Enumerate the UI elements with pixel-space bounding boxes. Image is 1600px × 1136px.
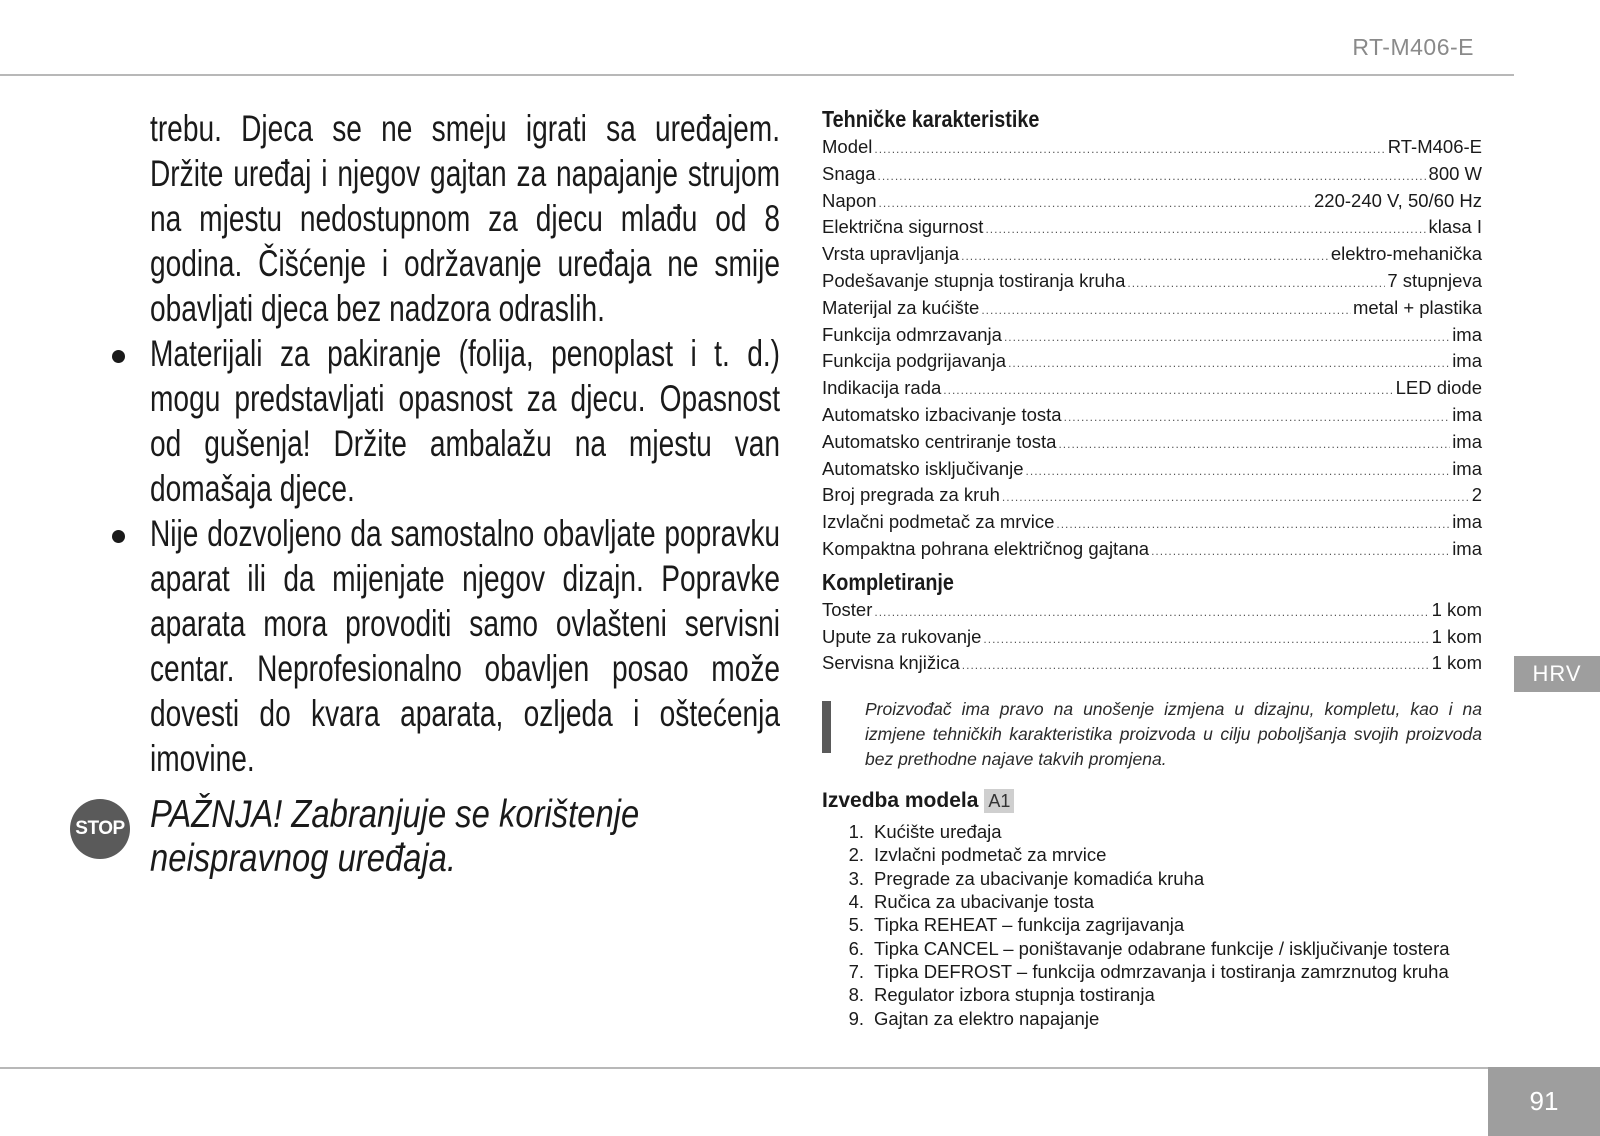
spec-row: [822, 243, 1482, 270]
spec-label: Automatsko izbacivanje tosta: [822, 403, 1062, 425]
spec-value: ima: [1452, 323, 1482, 345]
dot-leader: [1127, 276, 1385, 290]
bullet-dot-icon: [112, 530, 125, 543]
spec-label: Automatsko centriranje tosta: [822, 430, 1057, 452]
spec-value: RT-M406-E: [1387, 136, 1482, 157]
dot-leader: [874, 142, 1385, 156]
spec-row: [822, 216, 1482, 243]
spec-row: [822, 163, 1482, 190]
model-parts-heading: [822, 786, 1482, 816]
model-parts-list: [822, 820, 1482, 1030]
spec-row: [822, 431, 1482, 458]
dot-leader: [962, 658, 1430, 672]
list-item: [822, 843, 1482, 866]
spec-row: [822, 350, 1482, 377]
intro-paragraph: trebu. Djeca se ne smeju igrati sa uređajem. Držite uređaj i njegov gajtan za napajanje strujom na mjestu nedostupnom za djecu mlađu od 8 godina. Čišćenje i održavanje uređaja ne smije obavljati djeca bez nadzora odraslih.: [150, 108, 781, 329]
spec-value: metal + plastika: [1352, 296, 1482, 318]
dot-leader: [1056, 517, 1450, 531]
dot-leader: [983, 632, 1429, 646]
spec-value: ima: [1452, 350, 1482, 372]
manufacturer-note: [822, 697, 1482, 772]
list-item-text: Ručica za ubacivanje tosta: [874, 891, 1095, 913]
list-item-number: 1.: [848, 821, 864, 843]
bullet-text: Materijali za pakiranje (folija, penoplast i t. d.) mogu predstavljati opasnost za djecu. Opasnost od gušenja! Držite ambalažu na mjestu van domašaja djece.: [150, 333, 781, 509]
spec-row: [822, 404, 1482, 431]
spec-value: ima: [1452, 430, 1482, 452]
figure-badge: A1: [984, 789, 1014, 813]
spec-value: ima: [1452, 403, 1482, 425]
spec-row: [822, 538, 1482, 565]
dot-leader: [879, 196, 1312, 210]
dot-leader: [943, 383, 1393, 397]
spec-value: 220-240 V, 50/60 Hz: [1314, 189, 1482, 211]
spec-value: 800 W: [1428, 162, 1482, 184]
dot-leader: [1064, 410, 1451, 424]
spec-row: [822, 599, 1482, 626]
spec-label: Materijal za kućište: [822, 296, 980, 318]
spec-row: [822, 458, 1482, 485]
bottom-divider: [0, 1067, 1488, 1069]
spec-label: Snaga: [822, 162, 876, 184]
stop-sign-icon: STOP: [70, 799, 130, 859]
list-item: [822, 820, 1482, 843]
list-item: [822, 937, 1482, 960]
list-item-text: Gajtan za elektro napajanje: [874, 1007, 1100, 1029]
spec-label: Broj pregrada za kruh: [822, 484, 1000, 506]
list-item-number: 9.: [848, 1007, 864, 1029]
dot-leader: [1008, 356, 1450, 370]
language-tab: HRV: [1514, 656, 1600, 692]
list-item-text: Kućište uređaja: [874, 821, 1002, 843]
left-column: [75, 106, 781, 881]
dot-leader: [874, 605, 1429, 619]
bullet-text: Nije dozvoljeno da samostalno obavljate popravku aparat ili da mijenjate njegov dizajn. Popravke aparata mora provoditi samo ovlašteni servisni centar. Neprofesionalno obavljen posao može dovesti do kvara aparata, ozljeda i oštećenja imovine.: [150, 513, 781, 779]
list-item: [822, 867, 1482, 890]
spec-value: LED diode: [1395, 377, 1482, 399]
spec-row: [822, 626, 1482, 653]
spec-label: Automatsko isključivanje: [822, 457, 1024, 479]
list-item: [822, 913, 1482, 936]
header-model: RT-M406-E: [1352, 34, 1474, 60]
list-item: [822, 983, 1482, 1006]
spec-row: [822, 511, 1482, 538]
spec-label: Podešavanje stupnja tostiranja kruha: [822, 269, 1126, 291]
list-item-number: 7.: [848, 960, 864, 982]
spec-value: ima: [1452, 511, 1482, 533]
specs-table: [822, 136, 1482, 565]
spec-label: Napon: [822, 189, 877, 211]
spec-row: [822, 297, 1482, 324]
list-item: [822, 890, 1482, 913]
list-item-text: Tipka CANCEL – poništavanje odabrane funkcije / isključivanje tostera: [874, 937, 1450, 959]
dot-leader: [981, 303, 1351, 317]
completeness-table: [822, 599, 1482, 679]
list-item-number: 8.: [848, 984, 864, 1006]
dot-leader: [1151, 544, 1450, 558]
spec-value: ima: [1452, 537, 1482, 559]
note-bar: [822, 701, 831, 753]
list-item: [822, 1007, 1482, 1030]
dot-leader: [961, 249, 1329, 263]
spec-value: 1 kom: [1431, 652, 1482, 674]
spec-value: 2: [1471, 484, 1482, 506]
top-divider: [0, 74, 1514, 76]
right-column: [822, 104, 1482, 1030]
page-number: 91: [1488, 1067, 1600, 1136]
list-item-text: Pregrade za ubacivanje komadića kruha: [874, 867, 1205, 889]
spec-row: [822, 377, 1482, 404]
spec-row: [822, 324, 1482, 351]
list-item: [822, 960, 1482, 983]
spec-label: Toster: [822, 598, 873, 620]
spec-label: Izvlačni podmetač za mrvice: [822, 511, 1055, 533]
bullet-item: [150, 511, 780, 781]
list-item-number: 2.: [848, 844, 864, 866]
list-item-text: Tipka REHEAT – funkcija zagrijavanja: [874, 914, 1185, 936]
spec-label: Kompaktna pohrana električnog gajtana: [822, 537, 1150, 559]
spec-label: Upute za rukovanje: [822, 625, 982, 647]
spec-label: Vrsta upravljanja: [822, 243, 960, 265]
spec-row: [822, 652, 1482, 679]
spec-row: [822, 190, 1482, 217]
spec-value: 1 kom: [1431, 598, 1482, 620]
note-text: Proizvođač ima pravo na unošenje izmjena u dizajnu, kompletu, kao i na izmjene tehničkih karakteristika proizvoda u cilju poboljšanja svojih proizvoda bez prethodne najave takvih promjena.: [865, 699, 1482, 770]
spec-label: Funkcija podgrijavanja: [822, 350, 1007, 372]
bullet-dot-icon: [112, 350, 125, 363]
spec-label: Funkcija odmrzavanja: [822, 323, 1002, 345]
specs-title: Tehničke karakteristike: [822, 106, 1040, 132]
dot-leader: [878, 169, 1427, 183]
list-item-text: Tipka DEFROST – funkcija odmrzavanja i tostiranja zamrznutog kruha: [874, 960, 1449, 982]
dot-leader: [1058, 437, 1450, 451]
list-item-text: Izvlačni podmetač za mrvice: [874, 844, 1107, 866]
dot-leader: [985, 222, 1426, 236]
spec-value: 7 stupnjeva: [1387, 269, 1482, 291]
completeness-title: Kompletiranje: [822, 568, 954, 595]
dot-leader: [1026, 464, 1451, 478]
dot-leader: [1004, 330, 1450, 344]
spec-row: [822, 136, 1482, 163]
model-parts-title: Izvedba modela: [822, 789, 979, 813]
spec-value: 1 kom: [1431, 625, 1482, 647]
spec-label: Servisna knjižica: [822, 652, 960, 674]
bullet-item: [150, 331, 780, 511]
spec-label: Električna sigurnost: [822, 216, 984, 238]
spec-row: [822, 484, 1482, 511]
spec-label: Model: [822, 136, 873, 157]
stop-warning-block: [75, 793, 780, 881]
list-item-number: 5.: [848, 914, 864, 936]
list-item-number: 3.: [848, 867, 864, 889]
spec-row: [822, 270, 1482, 297]
spec-label: Indikacija rada: [822, 377, 942, 399]
list-item-number: 4.: [848, 891, 864, 913]
stop-warning-text: PAŽNJA! Zabranjuje se korištenje neispravnog uređaja.: [150, 793, 640, 880]
dot-leader: [1002, 490, 1470, 504]
spec-value: klasa I: [1428, 216, 1482, 238]
list-item-text: Regulator izbora stupnja tostiranja: [874, 984, 1155, 1006]
spec-value: ima: [1452, 457, 1482, 479]
spec-value: elektro-mehanička: [1330, 243, 1482, 265]
list-item-number: 6.: [848, 937, 864, 959]
